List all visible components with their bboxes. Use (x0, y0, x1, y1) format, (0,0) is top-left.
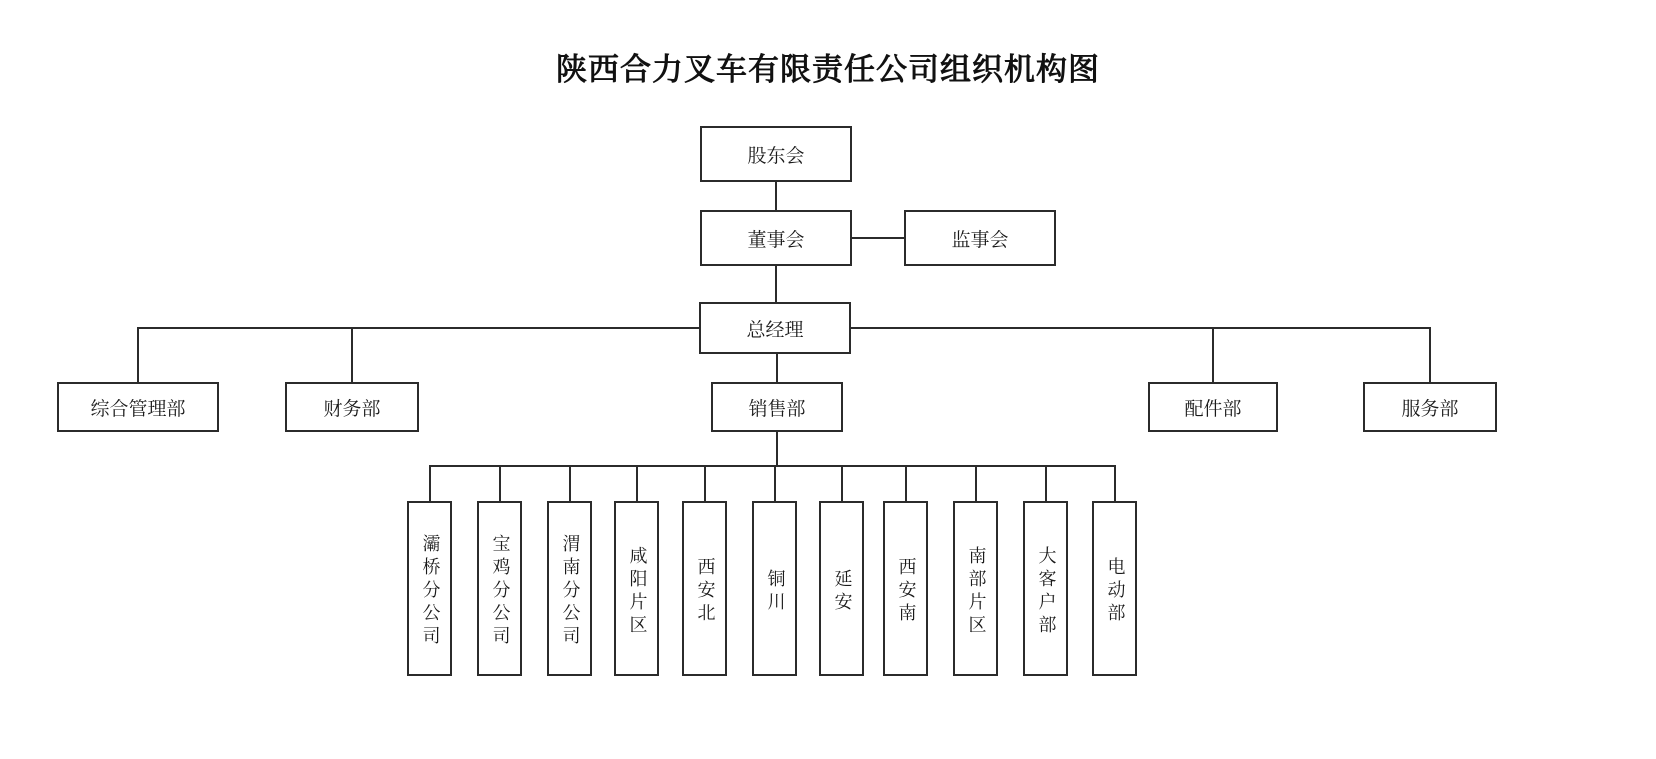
connector-branch-tongchuan (774, 465, 776, 501)
connector-branch-yanan (841, 465, 843, 501)
connector-branch-xianyang (636, 465, 638, 501)
connector-sales-down (776, 432, 778, 466)
connector-busbar-admin (137, 327, 139, 382)
node-shareholders[interactable]: 股东会 (700, 126, 852, 182)
connector-shareholders-board (775, 182, 777, 210)
node-admin-department[interactable]: 综合管理部 (57, 382, 219, 432)
connector-branch-xianbei (704, 465, 706, 501)
connector-branch-bigclient (1045, 465, 1047, 501)
node-electric-department[interactable]: 电动部 (1092, 501, 1137, 676)
connector-board-supervisors (852, 237, 904, 239)
node-sales-department[interactable]: 销售部 (711, 382, 843, 432)
connector-sales-busbar (429, 465, 1115, 467)
node-baoji-branch[interactable]: 宝鸡分公司 (477, 501, 522, 676)
connector-board-gm (775, 266, 777, 302)
node-south-area[interactable]: 南部片区 (953, 501, 998, 676)
node-supervisors[interactable]: 监事会 (904, 210, 1056, 266)
connector-branch-nanbu (975, 465, 977, 501)
node-key-account-department[interactable]: 大客户部 (1023, 501, 1068, 676)
connector-branch-electric (1114, 465, 1116, 501)
node-parts-department[interactable]: 配件部 (1148, 382, 1278, 432)
connector-busbar-finance (351, 327, 353, 382)
node-yanan[interactable]: 延安 (819, 501, 864, 676)
node-board[interactable]: 董事会 (700, 210, 852, 266)
page-title: 陕西合力叉车有限责任公司组织机构图 (556, 52, 1100, 88)
connector-branch-xiannan (905, 465, 907, 501)
node-service-department[interactable]: 服务部 (1363, 382, 1497, 432)
connector-branch-baoji (499, 465, 501, 501)
connector-branch-weinan (569, 465, 571, 501)
node-xian-south[interactable]: 西安南 (883, 501, 928, 676)
connector-busbar-parts (1212, 327, 1214, 382)
node-xianyang-area[interactable]: 咸阳片区 (614, 501, 659, 676)
node-xian-north[interactable]: 西安北 (682, 501, 727, 676)
connector-busbar-service (1429, 327, 1431, 382)
node-general-manager[interactable]: 总经理 (699, 302, 851, 354)
node-baqiao-branch[interactable]: 灞桥分公司 (407, 501, 452, 676)
node-tongchuan[interactable]: 铜川 (752, 501, 797, 676)
connector-branch-baqiao (429, 465, 431, 501)
node-finance-department[interactable]: 财务部 (285, 382, 419, 432)
connector-gm-sales (776, 354, 778, 382)
node-weinan-branch[interactable]: 渭南分公司 (547, 501, 592, 676)
